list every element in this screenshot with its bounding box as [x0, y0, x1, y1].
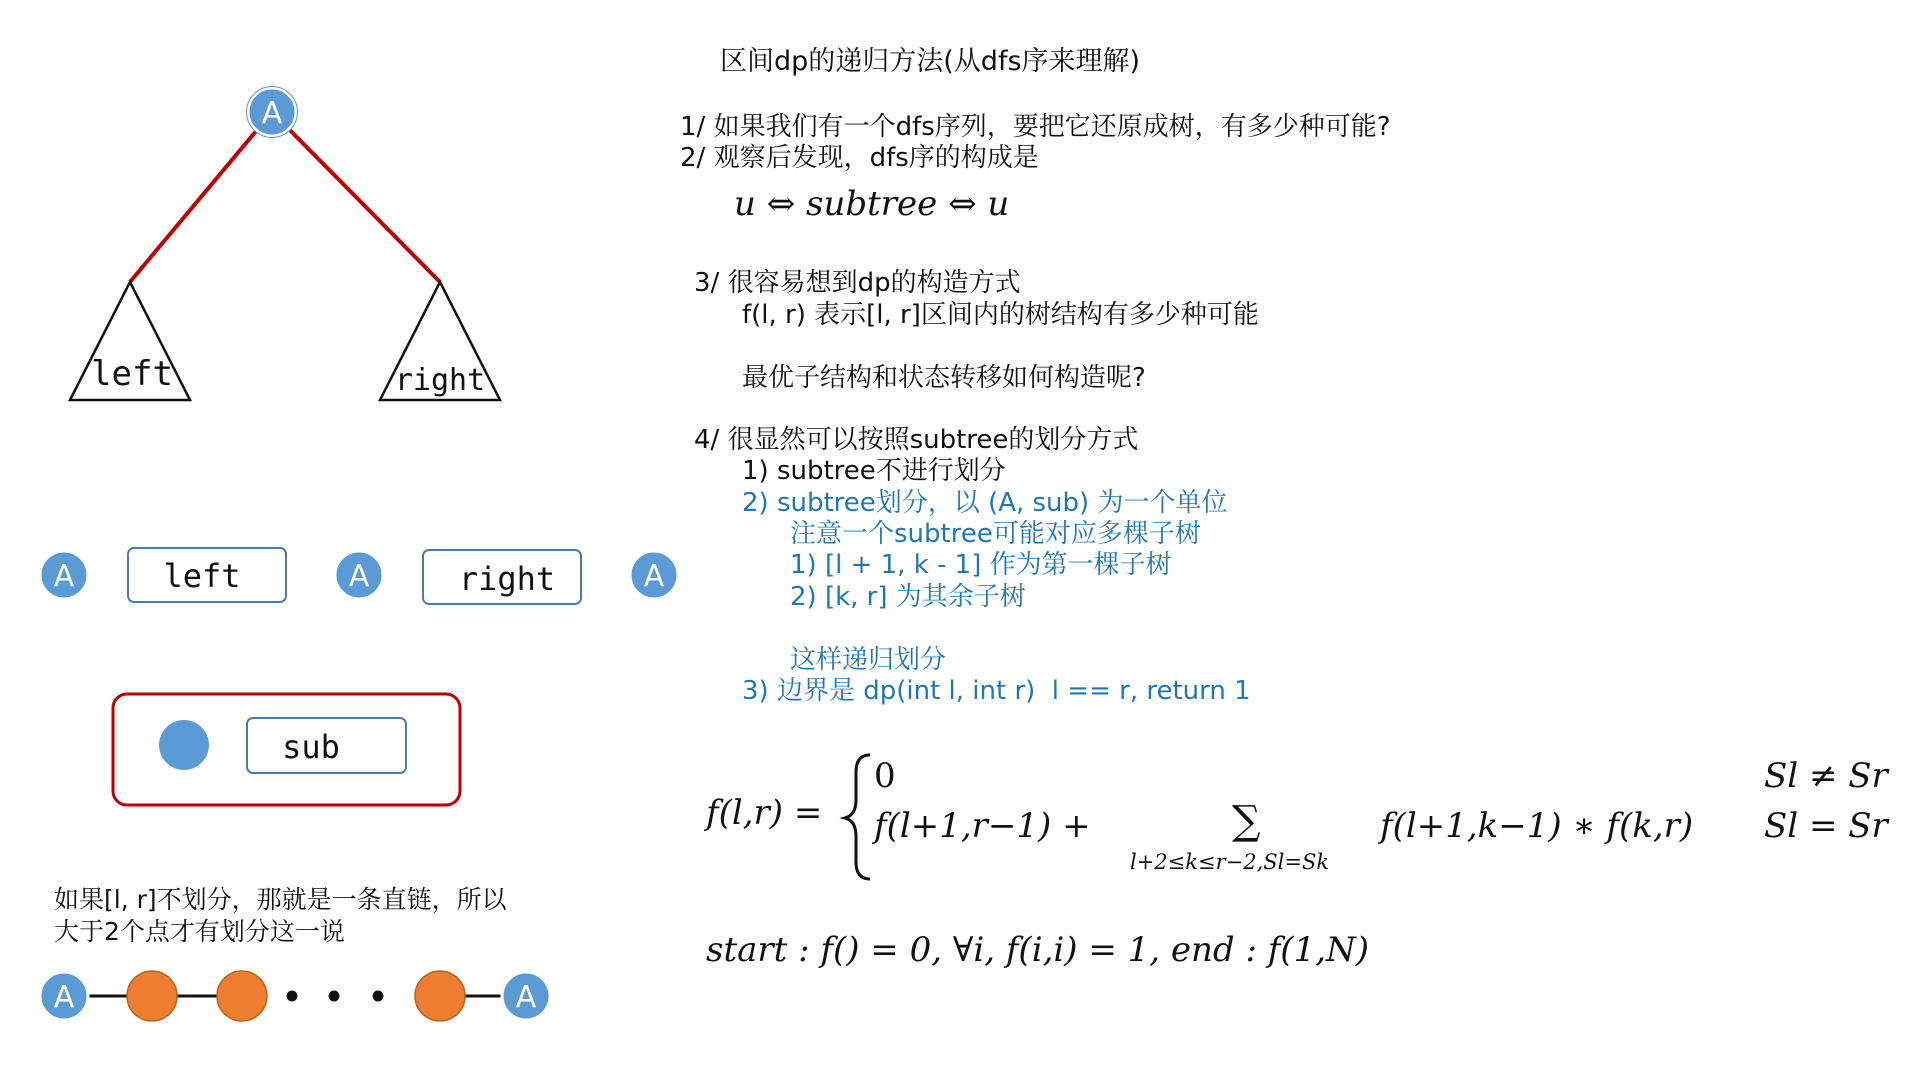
seq-node-1-label: A	[53, 559, 75, 594]
formula-case2-left: f(l+1,r−1) +	[874, 806, 1091, 846]
chain-mid-node-3	[415, 971, 465, 1021]
chain-note-line1: 如果[l, r]不划分，那就是一条直链，所以	[54, 885, 507, 914]
formula-lhs: f(l,r) =	[706, 793, 823, 833]
chain-mid-node-2	[217, 971, 267, 1021]
step-4-2-first: 1) [l + 1, k - 1] 作为第一棵子树	[790, 550, 1172, 580]
left-subtree-label: left	[91, 354, 173, 394]
step-1: 1/ 如果我们有一个dfs序列，要把它还原成树，有多少种可能?	[680, 112, 1391, 142]
step-4-3: 3) 边界是 dp(int l, int r) l == r, return 1	[742, 676, 1251, 706]
unit-group	[113, 694, 460, 805]
step-4-2-note: 注意一个subtree可能对应多棵子树	[790, 519, 1201, 549]
step-4-2: 2) subtree划分，以 (A, sub) 为一个单位	[742, 488, 1228, 518]
step-3-definition: f(l, r) 表示[l, r]区间内的树结构有多少种可能	[742, 300, 1259, 330]
chain-dot-2	[329, 991, 340, 1002]
chain-dot-3	[373, 991, 384, 1002]
step-4: 4/ 很显然可以按照subtree的划分方式	[694, 425, 1139, 455]
step-4-2-rest: 2) [k, r] 为其余子树	[790, 582, 1026, 612]
step-3-question: 最优子结构和状态转移如何构造呢?	[742, 363, 1146, 393]
formula-case1-value: 0	[874, 756, 896, 796]
page-title: 区间dp的递归方法(从dfs序来理解)	[720, 46, 1141, 77]
chain-start-label: A	[53, 980, 75, 1015]
seq-node-3-label: A	[643, 559, 665, 594]
step-3: 3/ 很容易想到dp的构造方式	[694, 268, 1021, 298]
seq-left-box-label: left	[163, 557, 241, 595]
step-4-2-recursive: 这样递归划分	[790, 645, 947, 675]
right-subtree-label: right	[394, 363, 486, 398]
formula-sum-symbol: ∑	[1232, 798, 1261, 844]
seq-right-box-label: right	[458, 560, 556, 598]
formula-case2-right: f(l+1,k−1) ∗ f(k,r)	[1380, 806, 1694, 846]
tree-edge-left	[130, 112, 272, 282]
chain-end-label: A	[515, 980, 537, 1015]
formula-sum-subscript: l+2≤k≤r−2,Sl=Sk	[1130, 850, 1330, 874]
tree-diagram	[70, 87, 500, 401]
unit-sub-label: sub	[282, 728, 340, 766]
tree-edge-right	[272, 112, 440, 282]
chain-diagram	[40, 971, 550, 1021]
dfs-sequence	[40, 548, 678, 604]
formula-case1-condition: Sl ≠ Sr	[1764, 756, 1888, 796]
formula-start-end: start : f() = 0, ∀i, f(i,i) = 1, end : f(1,N)	[706, 930, 1370, 970]
root-node-label: A	[261, 96, 283, 131]
unit-node	[159, 720, 209, 770]
formula-brace	[845, 755, 870, 879]
formula-case2-condition: Sl = Sr	[1764, 806, 1888, 846]
step-2-math: u ⇔ subtree ⇔ u	[734, 184, 1010, 224]
chain-note-line2: 大于2个点才有划分这一说	[54, 917, 345, 946]
seq-node-2-label: A	[348, 559, 370, 594]
step-2: 2/ 观察后发现，dfs序的构成是	[680, 143, 1039, 173]
chain-mid-node-1	[127, 971, 177, 1021]
chain-dot-1	[287, 991, 298, 1002]
step-4-1: 1) subtree不进行划分	[742, 456, 1006, 486]
